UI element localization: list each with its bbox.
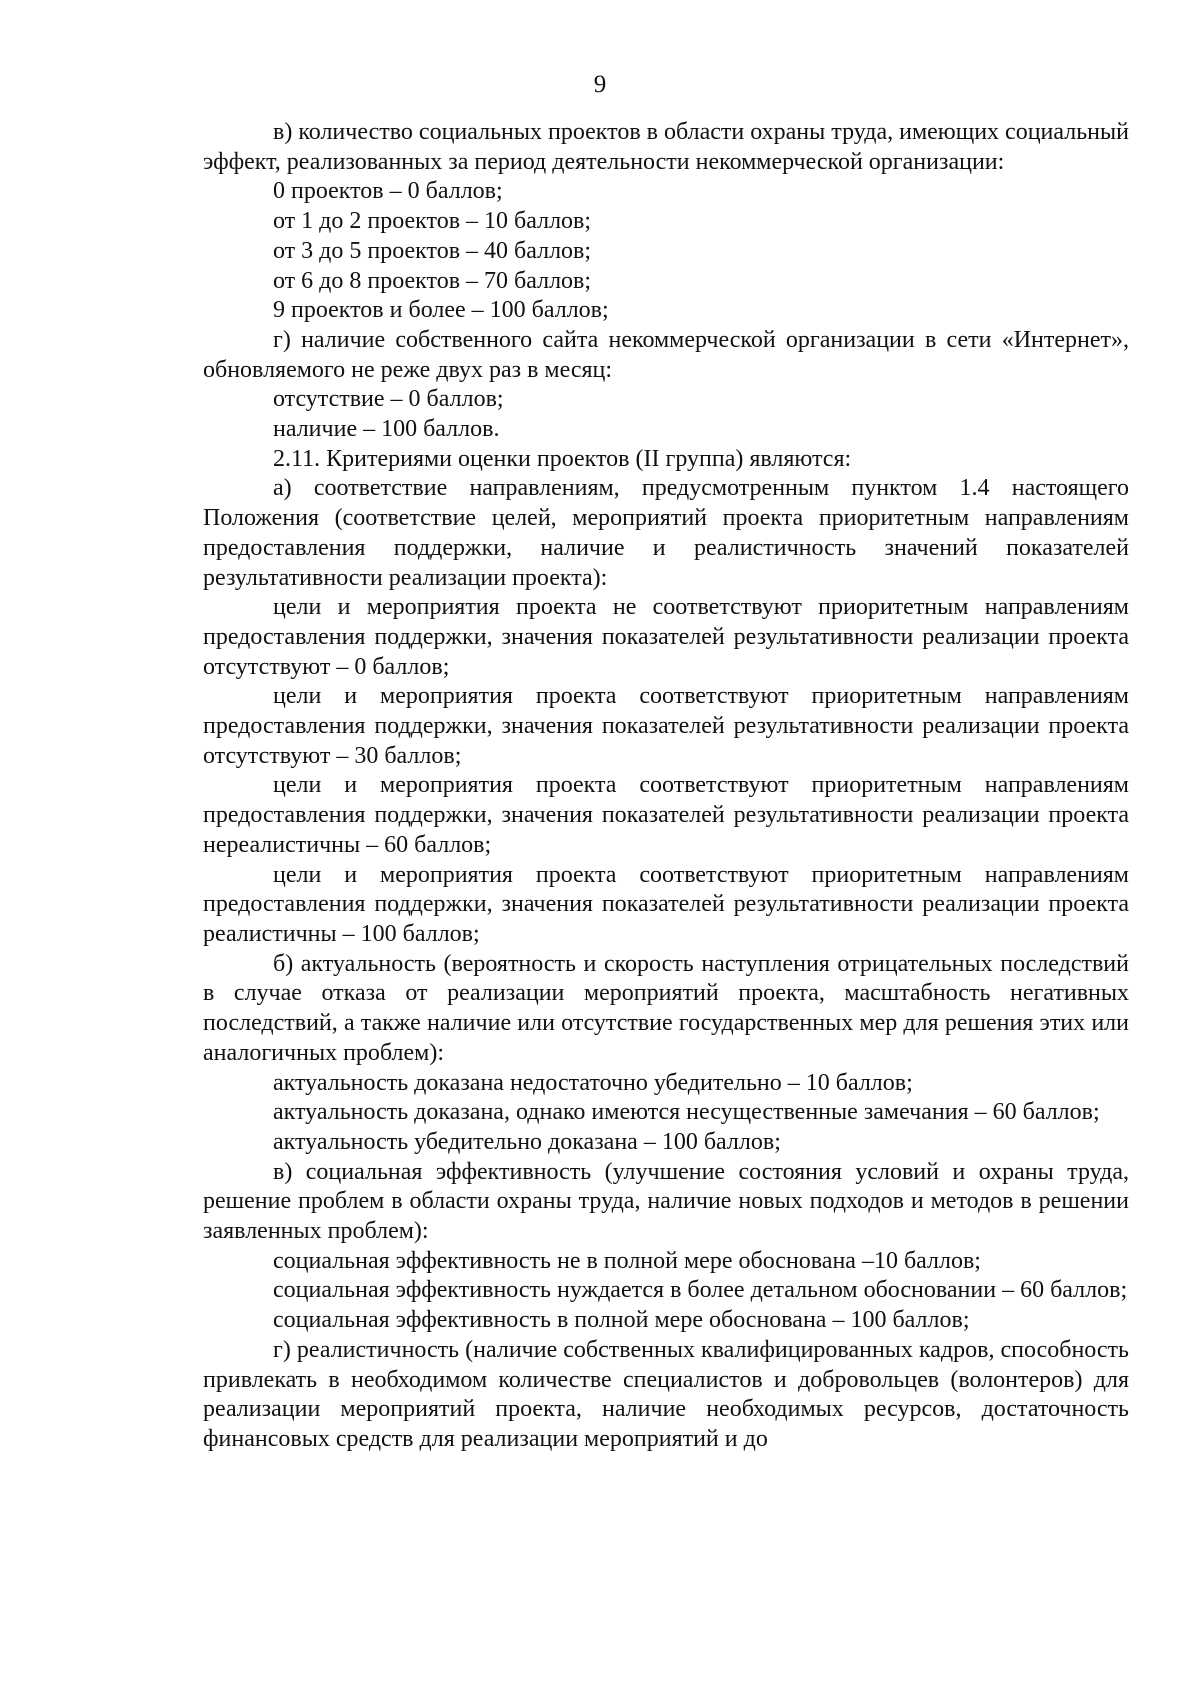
paragraph-criterion-v-social-efficiency: в) социальная эффективность (улучшение состояния условий и охраны труда, решение проблем в области охраны труда, наличие новых подходов и методов в решении заявленных проблем): [203, 1158, 1129, 1245]
score-item-relevance-60: актуальность доказана, однако имеются несущественные замечания – 60 баллов; [273, 1099, 1100, 1126]
score-item-0-projects: 0 проектов – 0 баллов; [273, 178, 503, 205]
score-item-website-absent: отсутствие – 0 баллов; [273, 386, 504, 413]
score-item-relevance-100: актуальность убедительно доказана – 100 баллов; [273, 1128, 781, 1155]
score-item-efficiency-60: социальная эффективность нуждается в более детальном обосновании – 60 баллов; [273, 1277, 1128, 1304]
page-number: 9 [593, 71, 607, 98]
score-item-1-2-projects: от 1 до 2 проектов – 10 баллов; [273, 208, 592, 235]
score-item-9-plus-projects: 9 проектов и более – 100 баллов; [273, 297, 609, 324]
score-item-6-8-projects: от 6 до 8 проектов – 70 баллов; [273, 267, 592, 294]
paragraph-criterion-b-relevance: б) актуальность (вероятность и скорость наступления отрицательных последствий в случае отказа от реализации мероприятий проекта, масштабность негативных последствий, а также наличие или отсутствие государственных мер для решения этих или аналогичных проблем): [203, 950, 1129, 1066]
score-item-compliance-60: цели и мероприятия проекта соответствуют приоритетным направлениям предоставления поддержки, значения показателей результативности реализации проекта нереалистичны – 60 баллов; [203, 772, 1129, 858]
score-item-efficiency-10: социальная эффективность не в полной мере обоснована –10 баллов; [273, 1247, 981, 1274]
paragraph-criterion-g-website: г) наличие собственного сайта некоммерческой организации в сети «Интернет», обновляемого не реже двух раз в месяц: [203, 326, 1129, 383]
score-item-3-5-projects: от 3 до 5 проектов – 40 баллов; [273, 237, 592, 264]
paragraph-criterion-a-compliance: а) соответствие направлениям, предусмотренным пунктом 1.4 настоящего Положения (соответствие целей, мероприятий проекта приоритетным направлениям предоставления поддержки, наличие и реалистичность значений показателей результативности реализации проекта): [203, 475, 1129, 591]
paragraph-section-2-11: 2.11. Критериями оценки проектов (II группа) являются: [273, 445, 852, 472]
document-body [203, 118, 1129, 1455]
score-item-compliance-0: цели и мероприятия проекта не соответствуют приоритетным направлениям предоставления поддержки, значения показателей результативности реализации проекта отсутствуют – 0 баллов; [203, 594, 1129, 680]
paragraph-criterion-g-realism: г) реалистичность (наличие собственных квалифицированных кадров, способность привлекать в необходимом количестве специалистов и добровольцев (волонтеров) для реализации мероприятий проекта, наличие необходимых ресурсов, достаточность финансовых средств для реализации мероприятий и до [203, 1336, 1129, 1452]
score-item-compliance-100: цели и мероприятия проекта соответствуют приоритетным направлениям предоставления поддержки, значения показателей результативности реализации проекта реалистичны – 100 баллов; [203, 861, 1129, 947]
score-item-website-present: наличие – 100 баллов. [273, 416, 500, 443]
paragraph-criterion-v-projects-count: в) количество социальных проектов в области охраны труда, имеющих социальный эффект, реализованных за период деятельности некоммерческой организации: [203, 119, 1129, 175]
score-item-compliance-30: цели и мероприятия проекта соответствуют приоритетным направлениям предоставления поддержки, значения показателей результативности реализации проекта отсутствуют – 30 баллов; [203, 683, 1129, 769]
score-item-efficiency-100: социальная эффективность в полной мере обоснована – 100 баллов; [273, 1307, 970, 1334]
score-item-relevance-10: актуальность доказана недостаточно убедительно – 10 баллов; [273, 1069, 913, 1096]
